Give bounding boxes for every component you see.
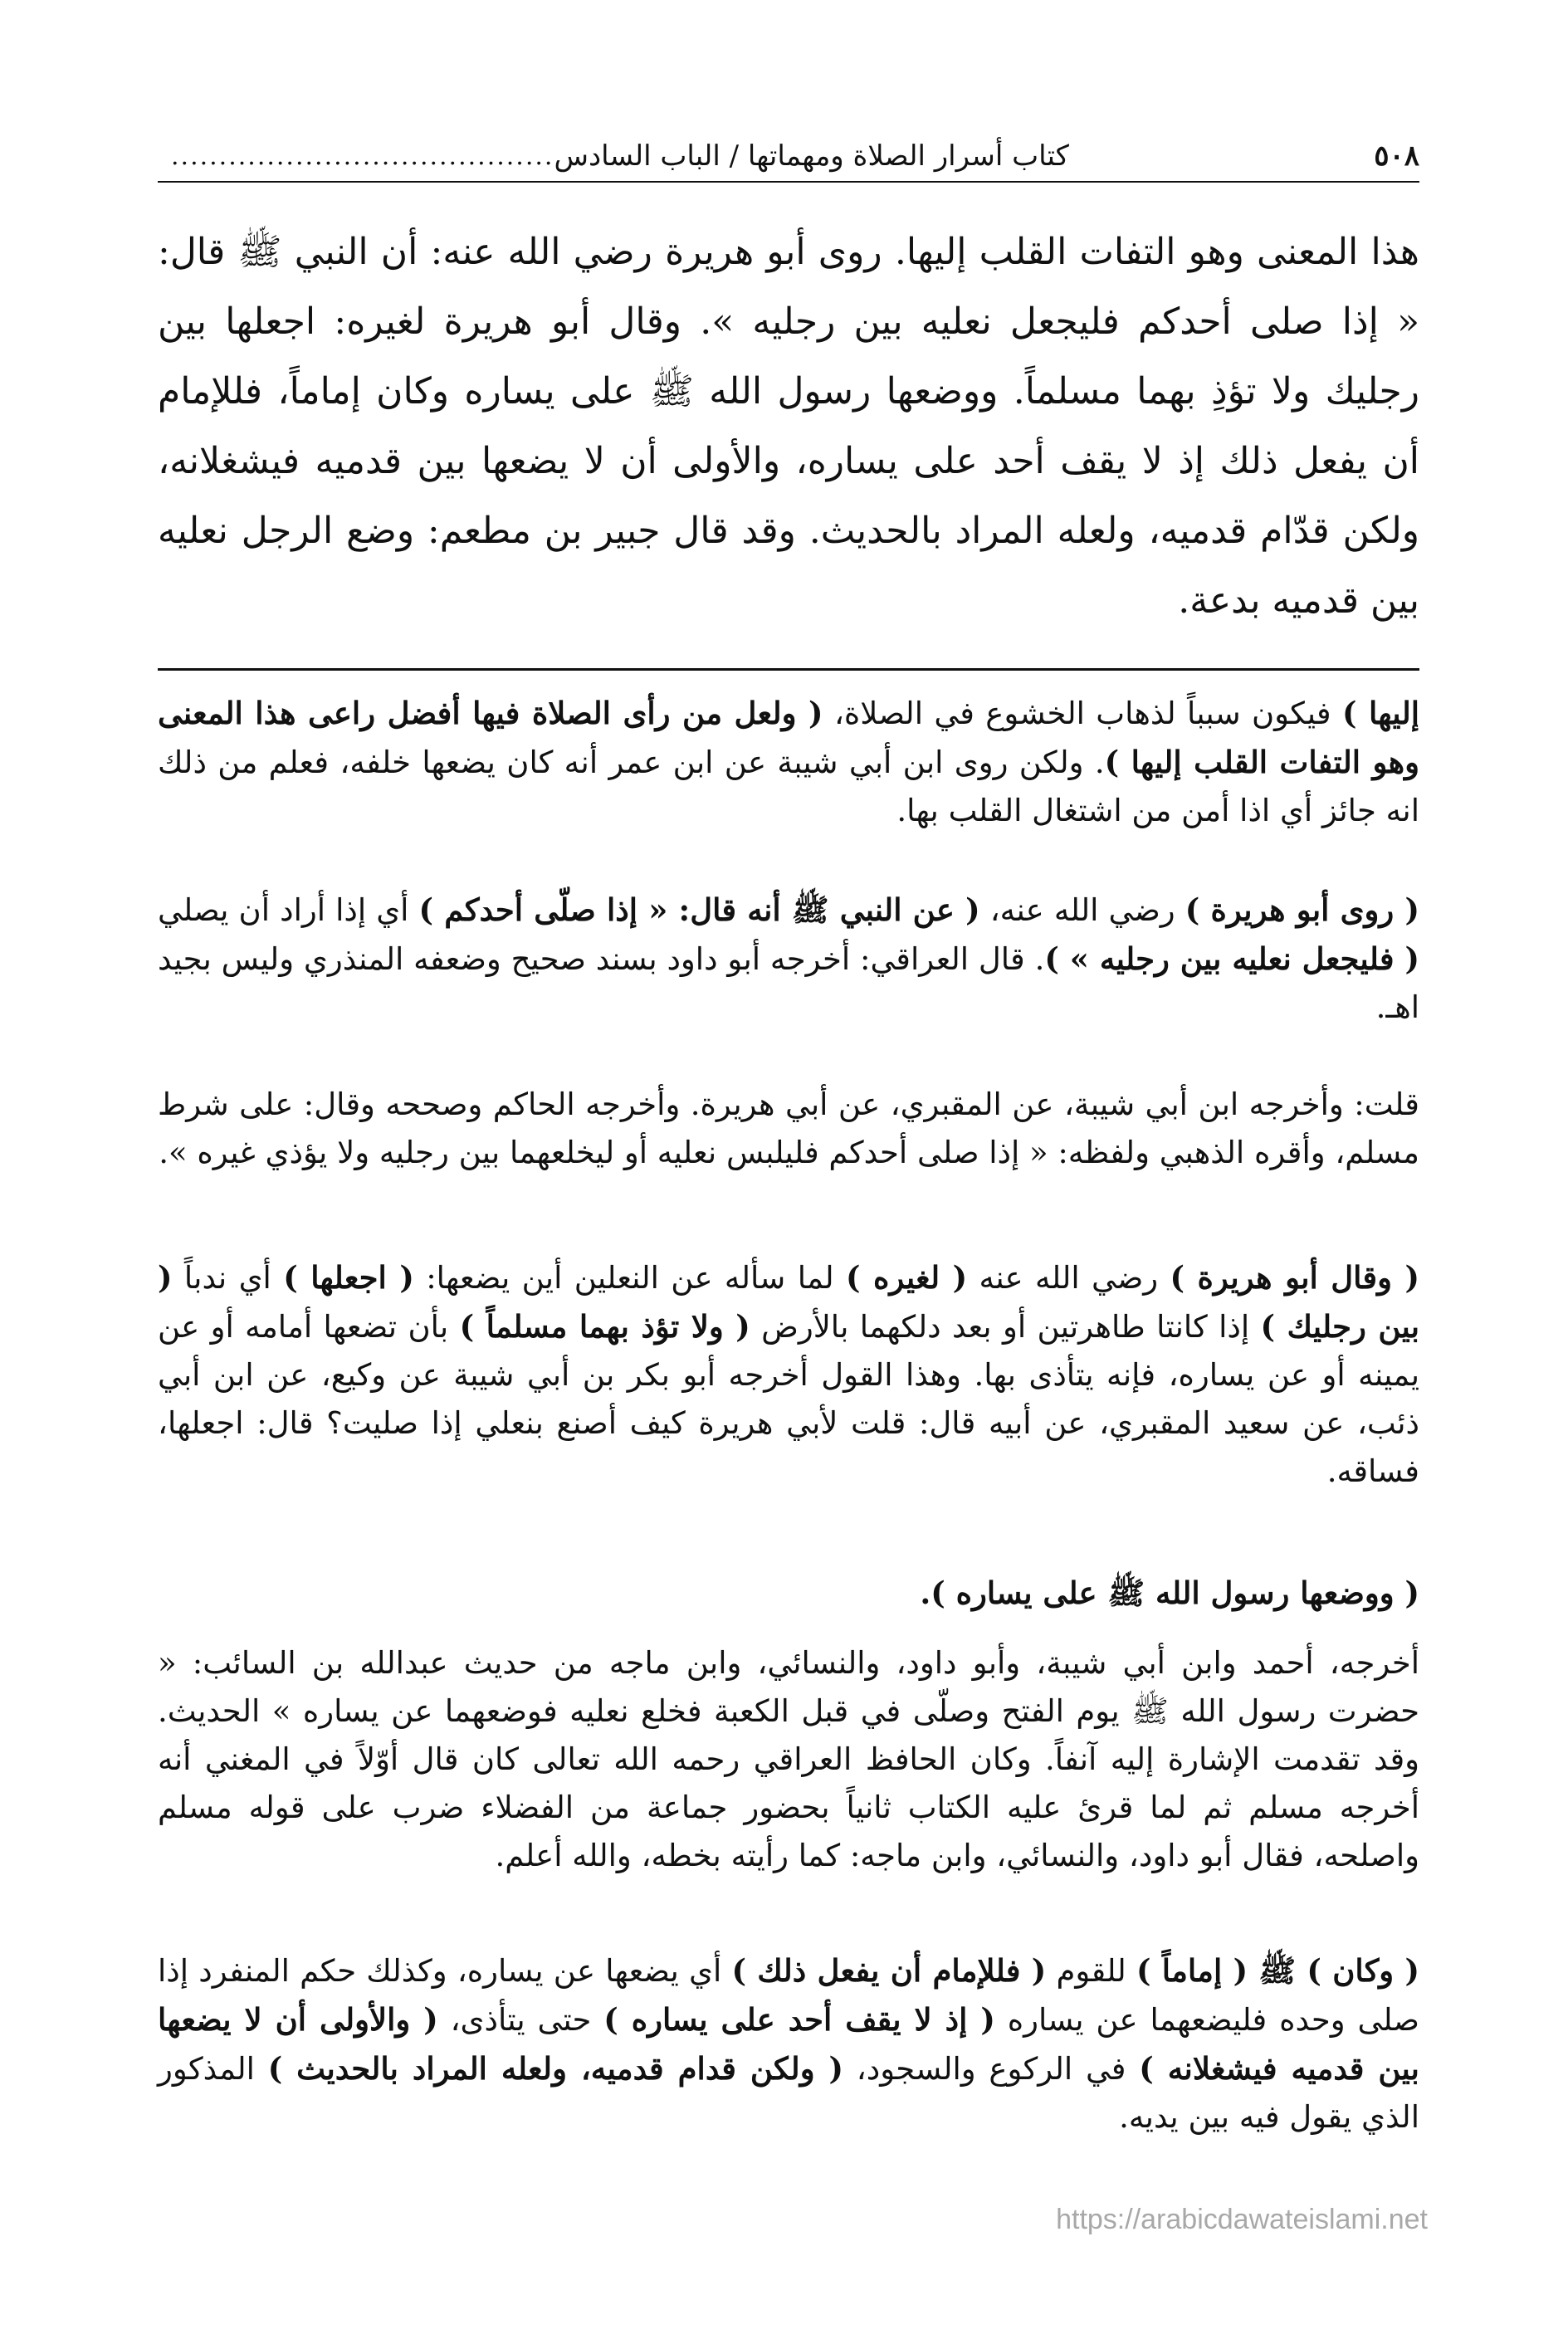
- plain-text: في الركوع والسجود،: [843, 2051, 1140, 2087]
- plain-text: فيكون سبباً لذهاب الخشوع في الصلاة،: [823, 696, 1342, 731]
- commentary-heading: ( ووضعها رسول الله ﷺ على يساره ).: [920, 1575, 1419, 1611]
- page-header: [158, 131, 1419, 181]
- header-rule: [158, 181, 1419, 183]
- watermark-url: https://arabicdawateislami.net: [1056, 2204, 1428, 2235]
- bold-phrase: ( بين رجليك ): [158, 1259, 1420, 1345]
- commentary-paragraph: [158, 689, 1419, 835]
- running-title: كتاب أسرار الصلاة ومهماتها / الباب السادس: [554, 139, 1069, 173]
- leader-dots: ........................................: [171, 141, 554, 171]
- commentary-paragraph: أخرجه، أحمد وابن أبي شيبة، وأبو داود، والنسائي، وابن ماجه من حديث عبدالله بن السائب: « حضرت رسول الله ﷺ يوم الفتح وصلّى في قبل الكعبة فخلع نعليه فوضعهما عن يساره » الحديث. وقد تقدمت الإشارة إليه آنفاً. وكان الحافظ العراقي رحمه الله تعالى كان قال أوّلاً في المغني أنه أخرجه مسلم ثم لما قرئ عليه الكتاب ثانياً بحضور جماعة من الفضلاء ضرب على قوله مسلم واصلحه، فقال أبو داود، والنسائي، وابن ماجه: كما رأيته بخطه، والله أعلم.: [158, 1645, 1419, 1873]
- bold-phrase: ( ولكن قدام قدميه، ولعله المراد بالحديث ): [267, 2050, 843, 2087]
- plain-text: المذكور الذي يقول فيه بين يديه.: [158, 2051, 1419, 2135]
- plain-text: حتى يتأذى،: [437, 2002, 604, 2038]
- bold-phrase: ( لغيره ): [846, 1259, 968, 1296]
- plain-text: . ولكن روى ابن أبي شيبة عن ابن عمر أنه كان يضعها خلفه، فعلم من ذلك انه جائز أي اذا أمن من اشتغال القلب بها.: [158, 745, 1419, 828]
- bold-phrase: ( والأولى أن لا يضعها بين قدميه فيشغلانه ): [158, 2001, 1419, 2087]
- bold-phrase: ( اجعلها ): [283, 1259, 414, 1296]
- plain-text: إذا كانتا طاهرتين أو بعد دلكهما بالأرض: [750, 1309, 1261, 1345]
- bold-phrase: ( وقال أبو هريرة ): [1170, 1259, 1419, 1296]
- main-text: هذا المعنى وهو التفات القلب إليها. روى أبو هريرة رضي الله عنه: أن النبي ﷺ قال: « إذا صلى أحدكم فليجعل نعليه بين رجليه ». وقال أبو هريرة لغيره: اجعلها بين رجليك ولا تؤذِ بهما مسلماً. ووضعها رسول الله ﷺ على يساره وكان إماماً، فللإمام أن يفعل ذلك إذ لا يقف أحد على يساره، والأولى أن لا يضعها بين قدميه فيشغلانه، ولكن قدّام قدميه، ولعله المراد بالحديث. وقد قال جبير بن مطعم: وضع الرجل نعليه بين قدميه بدعة.: [158, 231, 1419, 622]
- plain-text: أي إذا أراد أن يصلي: [158, 892, 419, 928]
- bold-phrase: ( ولا تؤذ بهما مسلماً ): [459, 1308, 750, 1345]
- bold-phrase: ( روى أبو هريرة ): [1185, 891, 1420, 928]
- plain-text: للقوم: [1046, 1953, 1136, 1989]
- footnote-divider: [158, 668, 1419, 671]
- plain-text: لما سأله عن النعلين أين يضعها:: [413, 1260, 847, 1296]
- plain-text: رضي الله عنه،: [979, 892, 1185, 928]
- running-header: [158, 139, 1069, 173]
- commentary-paragraph: [158, 1946, 1419, 2141]
- bold-phrase: إليها ): [1341, 695, 1419, 731]
- plain-text: أي ندباً: [172, 1260, 284, 1296]
- commentary-paragraph: [158, 1253, 1419, 1496]
- plain-text: رضي الله عنه: [967, 1260, 1170, 1296]
- plain-text: بأن تضعها أمامه أو عن يمينه أو عن يساره، فإنه يتأذى بها. وهذا القول أخرجه أبو بكر بن أبي شيبة عن وكيع، عن ابن أبي ذئب، عن سعيد المقبري، عن أبيه قال: قلت لأبي هريرة كيف أصنع بنعلي إذا صليت؟ قال: اجعلها، فساقه.: [158, 1309, 1419, 1489]
- page-number: ٥٠٨: [1374, 139, 1419, 173]
- commentary-paragraph: قلت: وأخرجه ابن أبي شيبة، عن المقبري، عن أبي هريرة. وأخرجه الحاكم وصححه وقال: على شرط مسلم، وأقره الذهبي ولفظه: « إذا صلى أحدكم فليلبس نعليه أو ليخلعهما بين رجليه ولا يؤذي غيره ».: [158, 1087, 1419, 1170]
- plain-text: أي يضعها عن يساره، وكذلك حكم المنفرد إذا صلى وحده فليضعهما عن يساره: [158, 1953, 1419, 2038]
- bold-phrase: ( فللإمام أن يفعل ذلك ): [731, 1952, 1047, 1989]
- bold-phrase: ( إذ لا يقف أحد على يساره ): [603, 2001, 995, 2038]
- bold-phrase: ( ولعل من رأى الصلاة فيها أفضل راعى هذا المعنى وهو التفات القلب إليها ): [158, 695, 1419, 780]
- bold-phrase: ( وكان ) ﷺ ( إماماً ): [1136, 1952, 1419, 1989]
- bold-phrase: ( فليجعل نعليه بين رجليه » ): [1044, 940, 1419, 977]
- commentary-paragraph: [158, 886, 1419, 1032]
- bold-phrase: ( عن النبي ﷺ أنه قال: « إذا صلّى أحدكم ): [418, 891, 980, 928]
- plain-text: . قال العراقي: أخرجه أبو داود بسند صحيح وضعفه المنذري وليس بجيد اهـ.: [158, 941, 1419, 1025]
